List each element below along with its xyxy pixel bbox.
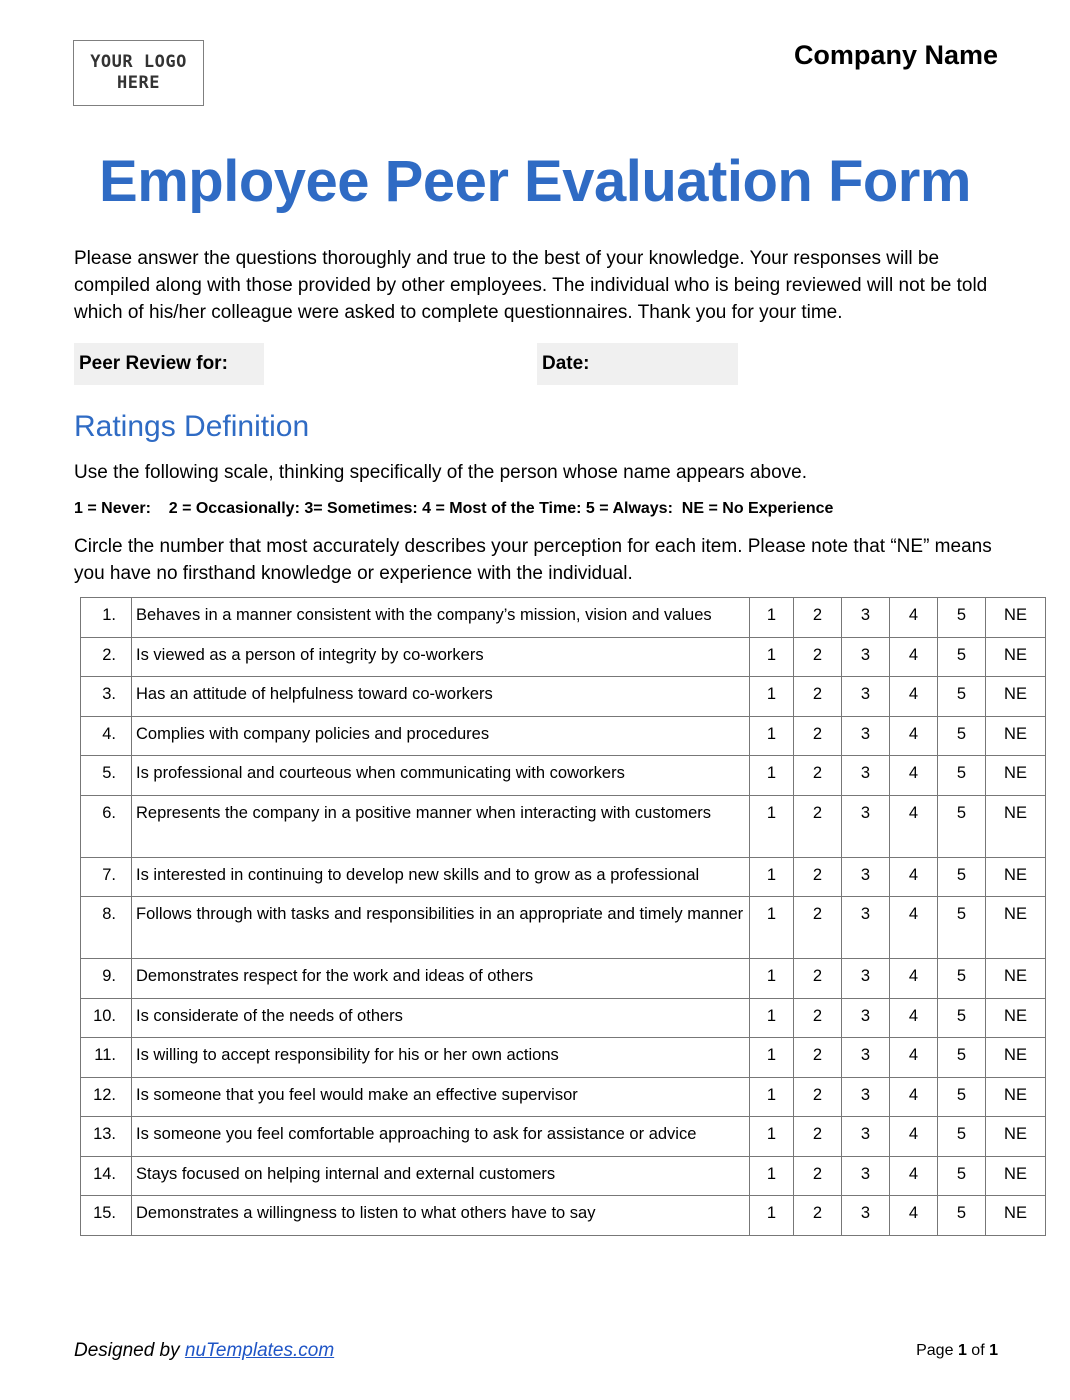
item-text: Follows through with tasks and responsibilities in an appropriate and timely manner — [132, 897, 750, 959]
page-current: 1 — [957, 1342, 967, 1359]
rating-option-2[interactable]: 2 — [794, 1156, 842, 1196]
form-title: Employee Peer Evaluation Form — [99, 149, 971, 214]
rating-option-1[interactable]: 1 — [750, 998, 794, 1038]
item-number: 10. — [81, 998, 132, 1038]
item-text: Is someone that you feel would make an effective supervisor — [132, 1077, 750, 1117]
logo-line-1: YOUR LOGO — [90, 52, 187, 72]
rating-option-ne[interactable]: NE — [986, 637, 1046, 677]
footer-credit — [74, 1340, 334, 1362]
item-text: Is willing to accept responsibility for his or her own actions — [132, 1038, 750, 1078]
rating-option-5[interactable]: 5 — [938, 598, 986, 638]
rating-option-4[interactable]: 4 — [890, 897, 938, 959]
rating-option-5[interactable]: 5 — [938, 1156, 986, 1196]
rating-option-2[interactable]: 2 — [794, 857, 842, 897]
item-text: Behaves in a manner consistent with the company’s mission, vision and values — [132, 598, 750, 638]
rating-option-2[interactable]: 2 — [794, 1077, 842, 1117]
rating-option-1[interactable]: 1 — [750, 959, 794, 999]
table-row — [81, 598, 1046, 638]
rating-option-5[interactable]: 5 — [938, 795, 986, 857]
table-row — [81, 857, 1046, 897]
rating-option-4[interactable]: 4 — [890, 1156, 938, 1196]
rating-option-1[interactable]: 1 — [750, 756, 794, 796]
rating-option-5[interactable]: 5 — [938, 677, 986, 717]
item-number: 2. — [81, 637, 132, 677]
peer-review-field[interactable] — [74, 343, 264, 385]
rating-option-5[interactable]: 5 — [938, 637, 986, 677]
item-number: 8. — [81, 897, 132, 959]
item-text: Has an attitude of helpfulness toward co-workers — [132, 677, 750, 717]
rating-option-1[interactable]: 1 — [750, 1077, 794, 1117]
item-number: 9. — [81, 959, 132, 999]
rating-option-4[interactable]: 4 — [890, 795, 938, 857]
rating-option-1[interactable]: 1 — [750, 598, 794, 638]
item-number: 5. — [81, 756, 132, 796]
logo-line-2: HERE — [117, 73, 160, 93]
rating-option-1[interactable]: 1 — [750, 716, 794, 756]
rating-option-2[interactable]: 2 — [794, 1196, 842, 1236]
item-text: Demonstrates a willingness to listen to what others have to say — [132, 1196, 750, 1236]
rating-option-3[interactable]: 3 — [842, 1196, 890, 1236]
ratings-heading: Ratings Definition — [74, 410, 310, 443]
rating-option-5[interactable]: 5 — [938, 857, 986, 897]
rating-option-ne[interactable]: NE — [986, 1156, 1046, 1196]
logo-placeholder — [73, 40, 204, 106]
scale-intro: Use the following scale, thinking specifically of the person whose name appears above. — [74, 462, 807, 483]
table-row — [81, 897, 1046, 959]
rating-option-3[interactable]: 3 — [842, 998, 890, 1038]
table-row — [81, 756, 1046, 796]
rating-option-4[interactable]: 4 — [890, 637, 938, 677]
rating-option-3[interactable]: 3 — [842, 959, 890, 999]
rating-option-4[interactable]: 4 — [890, 1077, 938, 1117]
rating-option-2[interactable]: 2 — [794, 998, 842, 1038]
item-text: Is viewed as a person of integrity by co-workers — [132, 637, 750, 677]
item-text: Demonstrates respect for the work and ideas of others — [132, 959, 750, 999]
rating-option-3[interactable]: 3 — [842, 1156, 890, 1196]
rating-option-1[interactable]: 1 — [750, 897, 794, 959]
item-text: Is considerate of the needs of others — [132, 998, 750, 1038]
rating-option-2[interactable]: 2 — [794, 1038, 842, 1078]
rating-option-1[interactable]: 1 — [750, 1117, 794, 1157]
rating-option-2[interactable]: 2 — [794, 795, 842, 857]
rating-option-2[interactable]: 2 — [794, 959, 842, 999]
item-number: 1. — [81, 598, 132, 638]
rating-option-3[interactable]: 3 — [842, 897, 890, 959]
rating-option-1[interactable]: 1 — [750, 795, 794, 857]
date-field[interactable] — [537, 343, 738, 385]
item-number: 11. — [81, 1038, 132, 1078]
rating-option-1[interactable]: 1 — [750, 1156, 794, 1196]
rating-option-4[interactable]: 4 — [890, 1117, 938, 1157]
rating-option-ne[interactable]: NE — [986, 959, 1046, 999]
rating-option-ne[interactable]: NE — [986, 677, 1046, 717]
table-row — [81, 795, 1046, 857]
rating-option-4[interactable]: 4 — [890, 959, 938, 999]
rating-option-ne[interactable]: NE — [986, 998, 1046, 1038]
rating-option-5[interactable]: 5 — [938, 959, 986, 999]
rating-option-3[interactable]: 3 — [842, 795, 890, 857]
rating-option-2[interactable]: 2 — [794, 677, 842, 717]
rating-option-5[interactable]: 5 — [938, 897, 986, 959]
rating-option-ne[interactable]: NE — [986, 1038, 1046, 1078]
rating-option-ne[interactable]: NE — [986, 1117, 1046, 1157]
rating-option-5[interactable]: 5 — [938, 1117, 986, 1157]
intro-paragraph: Please answer the questions thoroughly and true to the best of your knowledge. Your responses will be compiled along with those provided by other employees. The individual who is being reviewed will not be told which of his/her colleague were asked to complete questionnaires. Thank you for your time. — [74, 248, 988, 323]
page-of: of — [971, 1342, 985, 1359]
item-text: Represents the company in a positive manner when interacting with customers — [132, 795, 750, 857]
rating-option-2[interactable]: 2 — [794, 637, 842, 677]
rating-option-1[interactable]: 1 — [750, 637, 794, 677]
rating-option-4[interactable]: 4 — [890, 716, 938, 756]
item-number: 14. — [81, 1156, 132, 1196]
rating-option-5[interactable]: 5 — [938, 1077, 986, 1117]
rating-option-ne[interactable]: NE — [986, 716, 1046, 756]
rating-option-4[interactable]: 4 — [890, 756, 938, 796]
rating-option-ne[interactable]: NE — [986, 598, 1046, 638]
rating-option-3[interactable]: 3 — [842, 1117, 890, 1157]
table-row — [81, 959, 1046, 999]
item-text: Is professional and courteous when communicating with coworkers — [132, 756, 750, 796]
rating-option-ne[interactable]: NE — [986, 756, 1046, 796]
table-row — [81, 1038, 1046, 1078]
rating-option-3[interactable]: 3 — [842, 756, 890, 796]
item-number: 3. — [81, 677, 132, 717]
date-label: Date: — [542, 353, 590, 374]
rating-option-2[interactable]: 2 — [794, 756, 842, 796]
rating-option-2[interactable]: 2 — [794, 1117, 842, 1157]
item-number: 15. — [81, 1196, 132, 1236]
rating-option-4[interactable]: 4 — [890, 1196, 938, 1236]
rating-option-3[interactable]: 3 — [842, 857, 890, 897]
rating-option-3[interactable]: 3 — [842, 1077, 890, 1117]
rating-option-4[interactable]: 4 — [890, 857, 938, 897]
item-number: 6. — [81, 795, 132, 857]
company-name: Company Name — [793, 40, 998, 70]
table-row — [81, 998, 1046, 1038]
item-text: Complies with company policies and procedures — [132, 716, 750, 756]
table-row — [81, 677, 1046, 717]
item-text: Stays focused on helping internal and external customers — [132, 1156, 750, 1196]
rating-option-2[interactable]: 2 — [794, 598, 842, 638]
rating-option-4[interactable]: 4 — [890, 677, 938, 717]
rating-option-ne[interactable]: NE — [986, 1077, 1046, 1117]
circle-note: Circle the number that most accurately describes your perception for each item. Please note that “NE” means you have no firsthand knowledge or experience with the individual. — [74, 536, 992, 584]
item-text: Is someone you feel comfortable approaching to ask for assistance or advice — [132, 1117, 750, 1157]
rating-option-5[interactable]: 5 — [938, 998, 986, 1038]
rating-option-1[interactable]: 1 — [750, 857, 794, 897]
rating-option-3[interactable]: 3 — [842, 637, 890, 677]
rating-option-3[interactable]: 3 — [842, 716, 890, 756]
rating-option-5[interactable]: 5 — [938, 1038, 986, 1078]
item-number: 7. — [81, 857, 132, 897]
rating-option-5[interactable]: 5 — [938, 716, 986, 756]
rating-option-ne[interactable]: NE — [986, 897, 1046, 959]
rating-option-4[interactable]: 4 — [890, 998, 938, 1038]
rating-option-ne[interactable]: NE — [986, 857, 1046, 897]
rating-option-ne[interactable]: NE — [986, 795, 1046, 857]
rating-option-2[interactable]: 2 — [794, 897, 842, 959]
table-row — [81, 1196, 1046, 1236]
rating-option-4[interactable]: 4 — [890, 598, 938, 638]
table-row — [81, 637, 1046, 677]
rating-option-1[interactable]: 1 — [750, 1196, 794, 1236]
item-number: 12. — [81, 1077, 132, 1117]
rating-option-3[interactable]: 3 — [842, 1038, 890, 1078]
rating-option-3[interactable]: 3 — [842, 677, 890, 717]
designed-by-text: Designed by — [74, 1340, 180, 1361]
table-row — [81, 716, 1046, 756]
rating-option-3[interactable]: 3 — [842, 598, 890, 638]
scale-legend: 1 = Never: 2 = Occasionally: 3= Sometimes: 4 = Most of the Time: 5 = Always: NE = No Experience — [74, 500, 834, 517]
item-text: Is interested in continuing to develop new skills and to grow as a professional — [132, 857, 750, 897]
nutemplates-link[interactable]: nuTemplates.com — [184, 1340, 335, 1361]
rating-option-1[interactable]: 1 — [750, 677, 794, 717]
peer-review-label: Peer Review for: — [79, 353, 228, 374]
item-number: 4. — [81, 716, 132, 756]
page-total: 1 — [989, 1342, 998, 1359]
page-number — [916, 1342, 998, 1360]
rating-option-2[interactable]: 2 — [794, 716, 842, 756]
evaluation-table — [80, 597, 1046, 1236]
item-number: 13. — [81, 1117, 132, 1157]
rating-option-5[interactable]: 5 — [938, 756, 986, 796]
rating-option-1[interactable]: 1 — [750, 1038, 794, 1078]
page-word: Page — [916, 1342, 954, 1359]
table-row — [81, 1077, 1046, 1117]
table-row — [81, 1156, 1046, 1196]
rating-option-5[interactable]: 5 — [938, 1196, 986, 1236]
rating-option-ne[interactable]: NE — [986, 1196, 1046, 1236]
table-row — [81, 1117, 1046, 1157]
rating-option-4[interactable]: 4 — [890, 1038, 938, 1078]
